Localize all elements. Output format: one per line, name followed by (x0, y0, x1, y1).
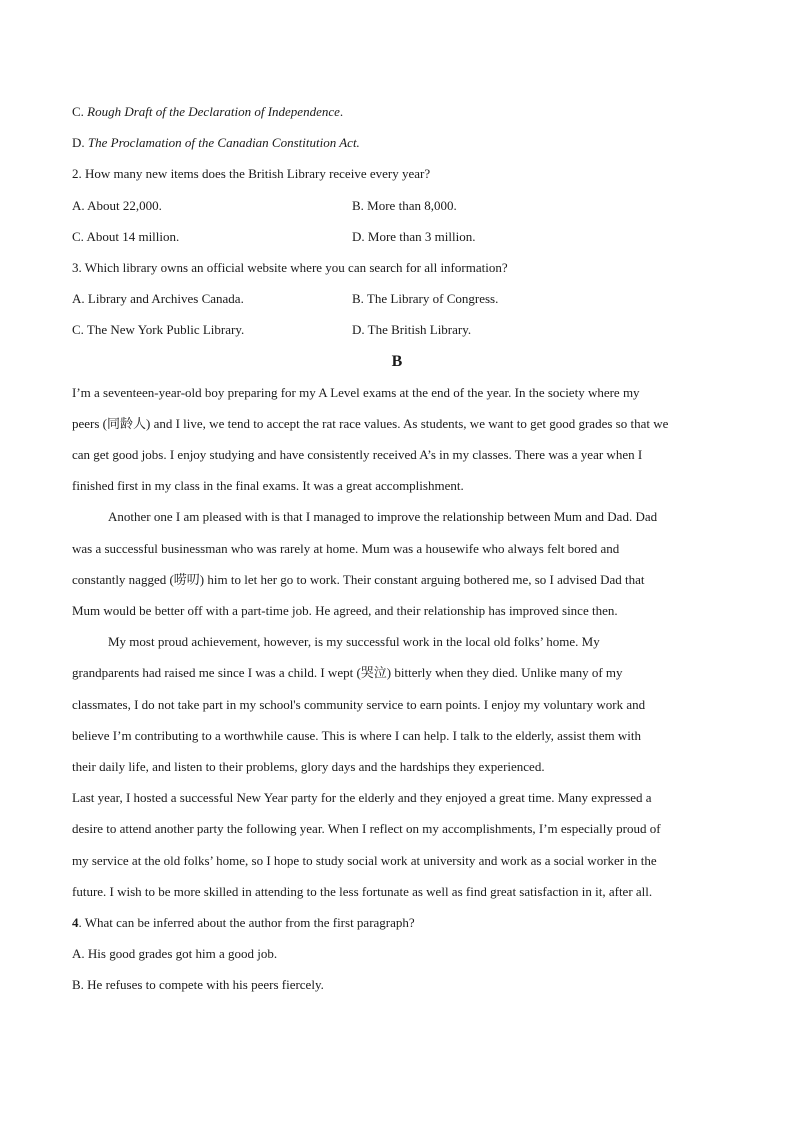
passage-line: Last year, I hosted a successful New Year party for the elderly and they enjoyed a great time. Many expressed a (72, 790, 652, 806)
option-text: Rough Draft of the Declaration of Independence (87, 104, 340, 119)
q2-option-c: C. About 14 million. (72, 228, 180, 244)
option-label: C. (72, 104, 88, 119)
option-text: The Proclamation of the Canadian Constitution Act. (87, 135, 360, 151)
q3-option-d: D. The British Library. (352, 322, 472, 338)
q2-options-row-1 (72, 194, 722, 225)
passage-line: constantly nagged (唠叨) him to let her go to work. Their constant arguing bothered me, so I advised Dad that (72, 571, 645, 587)
passage-line: grandparents had raised me since I was a child. I wept (哭泣) bitterly when they died. Unlike many of my (72, 665, 623, 681)
q2-option-b: B. More than 8,000. (352, 197, 457, 213)
option-period: . (339, 104, 344, 119)
q3-options-row-2 (72, 318, 722, 349)
passage-line: My most proud achievement, however, is my successful work in the local old folks’ home. My (108, 634, 600, 650)
passage-line: future. I wish to be more skilled in attending to the less fortunate as well as find great satisfaction in it, after all. (72, 883, 653, 899)
q3-options-row-1 (72, 287, 722, 318)
question-number: 4 (72, 914, 79, 930)
passage-line: desire to attend another party the following year. When I reflect on my accomplishments, I’m especially proud of (72, 821, 661, 837)
passage-line: was a successful businessman who was rarely at home. Mum was a housewife who always felt bored and (72, 540, 620, 556)
passage-line: classmates, I do not take part in my school's community service to earn points. I enjoy my voluntary work and (72, 696, 646, 712)
q3-option-b: B. The Library of Congress. (352, 291, 499, 307)
q3-option-a: A. Library and Archives Canada. (72, 291, 244, 307)
question-stem: . How many new items does the British Library receive every year? (78, 166, 431, 182)
question-4 (72, 911, 722, 942)
q3-option-c: C. The New York Public Library. (72, 322, 245, 338)
passage-line: Mum would be better off with a part-time job. He agreed, and their relationship has improved since then. (72, 603, 618, 618)
passage-line: their daily life, and listen to their problems, glory days and the hardships they experienced. (72, 758, 545, 774)
question-number: 2 (72, 166, 79, 182)
question-number: 3 (72, 259, 79, 275)
question-stem: . Which library owns an official website where you can search for all information? (78, 259, 508, 275)
q2-option-d: D. More than 3 million. (352, 228, 476, 244)
question-2 (72, 162, 722, 193)
passage-line: finished first in my class in the final exams. It was a great accomplishment. (72, 478, 464, 494)
passage-line: Another one I am pleased with is that I managed to improve the relationship between Mum and Dad. Dad (108, 509, 658, 525)
q4-option-b: B. He refuses to compete with his peers fiercely. (72, 977, 324, 993)
question-stem: . What can be inferred about the author from the first paragraph? (78, 914, 415, 930)
q1-option-d (72, 131, 722, 162)
passage-line: can get good jobs. I enjoy studying and have consistently received A’s in my classes. There was a year when I (72, 447, 643, 463)
exam-page (72, 100, 722, 1004)
passage-line: I’m a seventeen-year-old boy preparing for my A Level exams at the end of the year. In the society where my (72, 384, 640, 400)
passage-line: my service at the old folks’ home, so I hope to study social work at university and work as a social worker in the (72, 852, 657, 868)
passage-line: believe I’m contributing to a worthwhile cause. This is where I can help. I talk to the elderly, assist them with (72, 727, 641, 743)
option-label: D. (72, 135, 88, 151)
section-heading: B (391, 352, 403, 370)
reading-passage (72, 381, 722, 911)
q2-options-row-2 (72, 225, 722, 256)
passage-line: peers (同龄人) and I live, we tend to accept the rat race values. As students, we want to get good grades so that we (72, 415, 669, 431)
q4-option-a: A. His good grades got him a good job. (72, 946, 278, 962)
q1-option-c (72, 100, 722, 131)
question-3 (72, 256, 722, 287)
q2-option-a: A. About 22,000. (72, 197, 162, 213)
